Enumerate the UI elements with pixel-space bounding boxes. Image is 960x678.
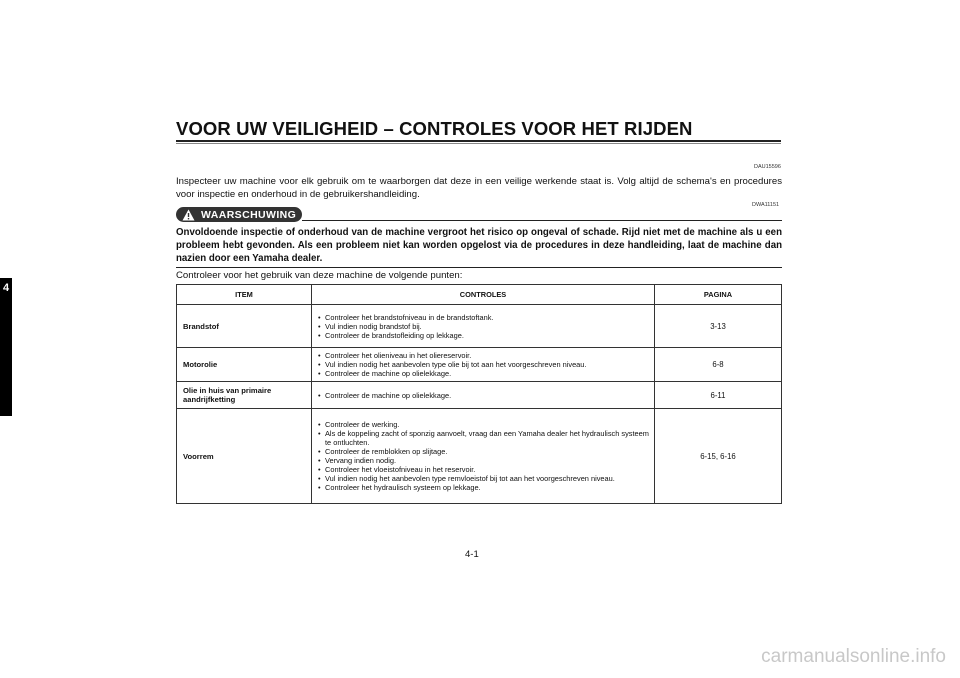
warning-bottom-rule: [176, 267, 782, 268]
title-rule-thin: [176, 143, 781, 144]
warning-label: WAARSCHUWING: [201, 208, 297, 221]
table-header-row: [177, 285, 782, 305]
table-row: [177, 348, 782, 382]
row-item: Olie in huis van primaire aandrijfketting: [177, 382, 312, 409]
section-code: DAU15596: [754, 164, 781, 170]
control-step: • Vul indien nodig het aanbevolen type olie bij tot aan het voorgeschreven niveau.: [318, 360, 650, 369]
row-item: Voorrem: [177, 409, 312, 504]
column-header-controls: CONTROLES: [312, 285, 655, 305]
row-controls: [312, 409, 655, 504]
control-step: • Controleer de brandstofleiding op lekkage.: [318, 331, 650, 340]
control-step: • Controleer de machine op olielekkage.: [318, 391, 650, 400]
warning-code: DWA11151: [752, 202, 780, 208]
column-header-item: ITEM: [177, 285, 312, 305]
row-page: 3-13: [655, 305, 782, 348]
checklist-intro: Controleer voor het gebruik van deze machine de volgende punten:: [176, 270, 463, 281]
row-page: 6-8: [655, 348, 782, 382]
control-step: • Vul indien nodig het aanbevolen type remvloeistof bij tot aan het voorgeschreven niveau.: [318, 474, 650, 483]
row-controls: [312, 305, 655, 348]
control-step: • Controleer de werking.: [318, 420, 650, 429]
control-step: • Controleer de remblokken op slijtage.: [318, 447, 650, 456]
row-item: Motorolie: [177, 348, 312, 382]
control-step: • Controleer de machine op olielekkage.: [318, 369, 650, 378]
row-controls: [312, 382, 655, 409]
checklist-table: [176, 284, 782, 504]
intro-paragraph: Inspecteer uw machine voor elk gebruik om te waarborgen dat deze in een veilige werkende staat is. Volg altijd de schema's en procedures voor inspectie en onderhoud in de gebruikershandleiding.: [176, 176, 782, 200]
chapter-tab: [0, 278, 12, 416]
control-step: • Vul indien nodig brandstof bij.: [318, 322, 650, 331]
column-header-page: PAGINA: [655, 285, 782, 305]
control-step: • Vervang indien nodig.: [318, 456, 650, 465]
page-number: 4-1: [465, 549, 479, 560]
table-row: [177, 305, 782, 348]
title-rule: [176, 140, 781, 142]
page-title: VOOR UW VEILIGHEID – CONTROLES VOOR HET RIJDEN: [176, 118, 693, 139]
table-row: [177, 382, 782, 409]
row-item: Brandstof: [177, 305, 312, 348]
row-page: 6-11: [655, 382, 782, 409]
watermark: carmanualsonline.info: [761, 646, 946, 667]
warning-badge: [176, 207, 302, 222]
control-step: • Controleer het brandstofniveau in de brandstoftank.: [318, 313, 650, 322]
control-step: • Als de koppeling zacht of sponzig aanvoelt, vraag dan een Yamaha dealer het hydraulisch systeem te ontluchten.: [318, 429, 650, 447]
row-controls: [312, 348, 655, 382]
chapter-tab-number: 4: [2, 282, 10, 294]
control-step: • Controleer het hydraulisch systeem op lekkage.: [318, 483, 650, 492]
warning-rule: [302, 220, 782, 221]
table-row: [177, 409, 782, 504]
control-step: • Controleer het vloeistofniveau in het reservoir.: [318, 465, 650, 474]
warning-text: Onvoldoende inspectie of onderhoud van de machine vergroot het risico op ongeval of schade. Rijd niet met de machine als u een probleem hebt gevonden. Als een probleem niet kan worden opgelost via de procedures in deze handleiding, laat de machine dan nazien door een Yamaha dealer.: [176, 227, 782, 264]
row-page: 6-15, 6-16: [655, 409, 782, 504]
warning-triangle-icon: [182, 209, 195, 221]
control-step: • Controleer het olieniveau in het oliereservoir.: [318, 351, 650, 360]
